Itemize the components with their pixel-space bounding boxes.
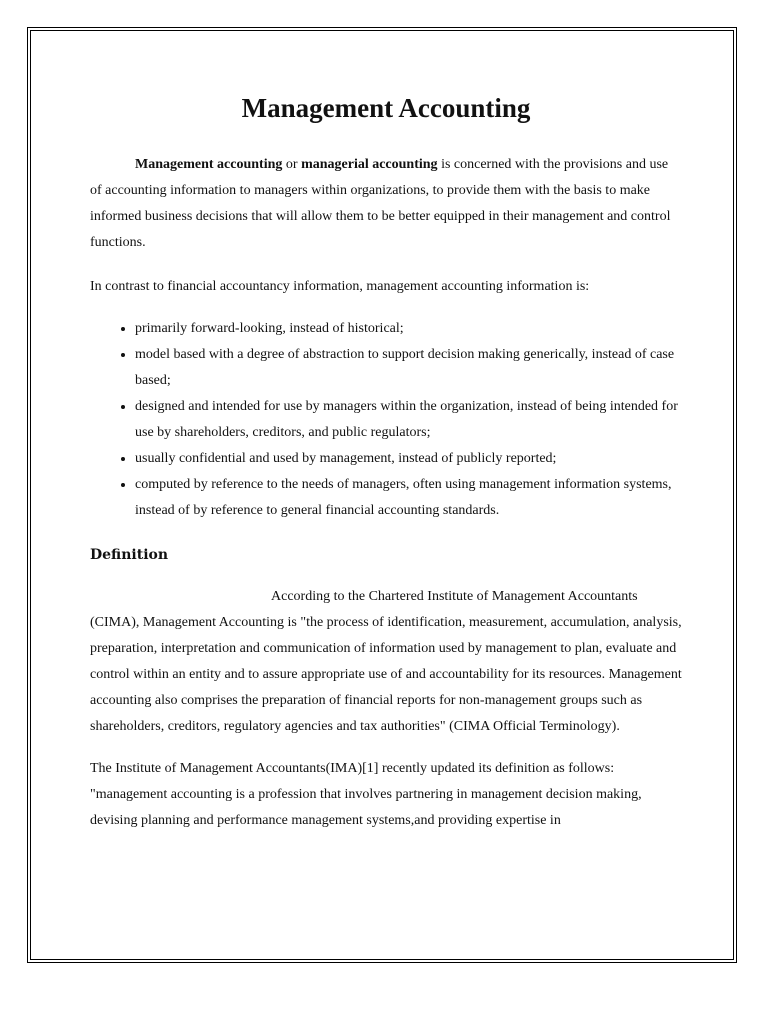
list-item: • computed by reference to the needs of managers, often using management information systems, instead of by reference to general financial accounting standards. <box>135 472 682 524</box>
page-title: Management Accounting <box>241 93 531 123</box>
definition-paragraph <box>90 584 682 740</box>
ima-paragraph: The Institute of Management Accountants(IMA)[1] recently updated its definition as follows: "management accounting is a profession that involves partnering in management decision making, devising planning and performance management systems,and providing expertise in <box>90 761 642 828</box>
list-item: • designed and intended for use by managers within the organization, instead of being intended for use by shareholders, creditors, and public regulators; <box>135 394 682 446</box>
list-item: • primarily forward-looking, instead of historical; <box>135 316 682 342</box>
list-item: • model based with a degree of abstraction to support decision making generically, instead of case based; <box>135 342 682 394</box>
intro-connector: or <box>282 157 302 172</box>
term-managerial-accounting: managerial accounting <box>301 157 438 172</box>
definition-text: According to the Chartered Institute of Management Accountants (CIMA), Management Accounting is "the process of identification, measurement, accumulation, analysis, preparation, interpretation and communication of information used by management to plan, evaluate and control within an entity and to assure appropriate use of and accountability for its resources. Management accounting also comprises the preparation of financial reports for non-management groups such as shareholders, creditors, regulatory agencies and tax authorities" (CIMA Official Terminology). <box>90 589 682 734</box>
list-item: • usually confidential and used by management, instead of publicly reported; <box>135 446 682 472</box>
intro-paragraph <box>90 152 682 256</box>
characteristics-list <box>90 316 682 524</box>
document-body <box>90 88 682 834</box>
contrast-paragraph: In contrast to financial accountancy information, management accounting information is: <box>90 279 590 294</box>
intro-rest: is concerned with the provisions and use of accounting information to managers within organizations, to provide them with the basis to make informed business decisions that will allow them to be better equipped in their management and control functions. <box>90 157 671 250</box>
definition-heading: Definition <box>90 547 169 563</box>
term-management-accounting: Management accounting <box>135 157 283 172</box>
